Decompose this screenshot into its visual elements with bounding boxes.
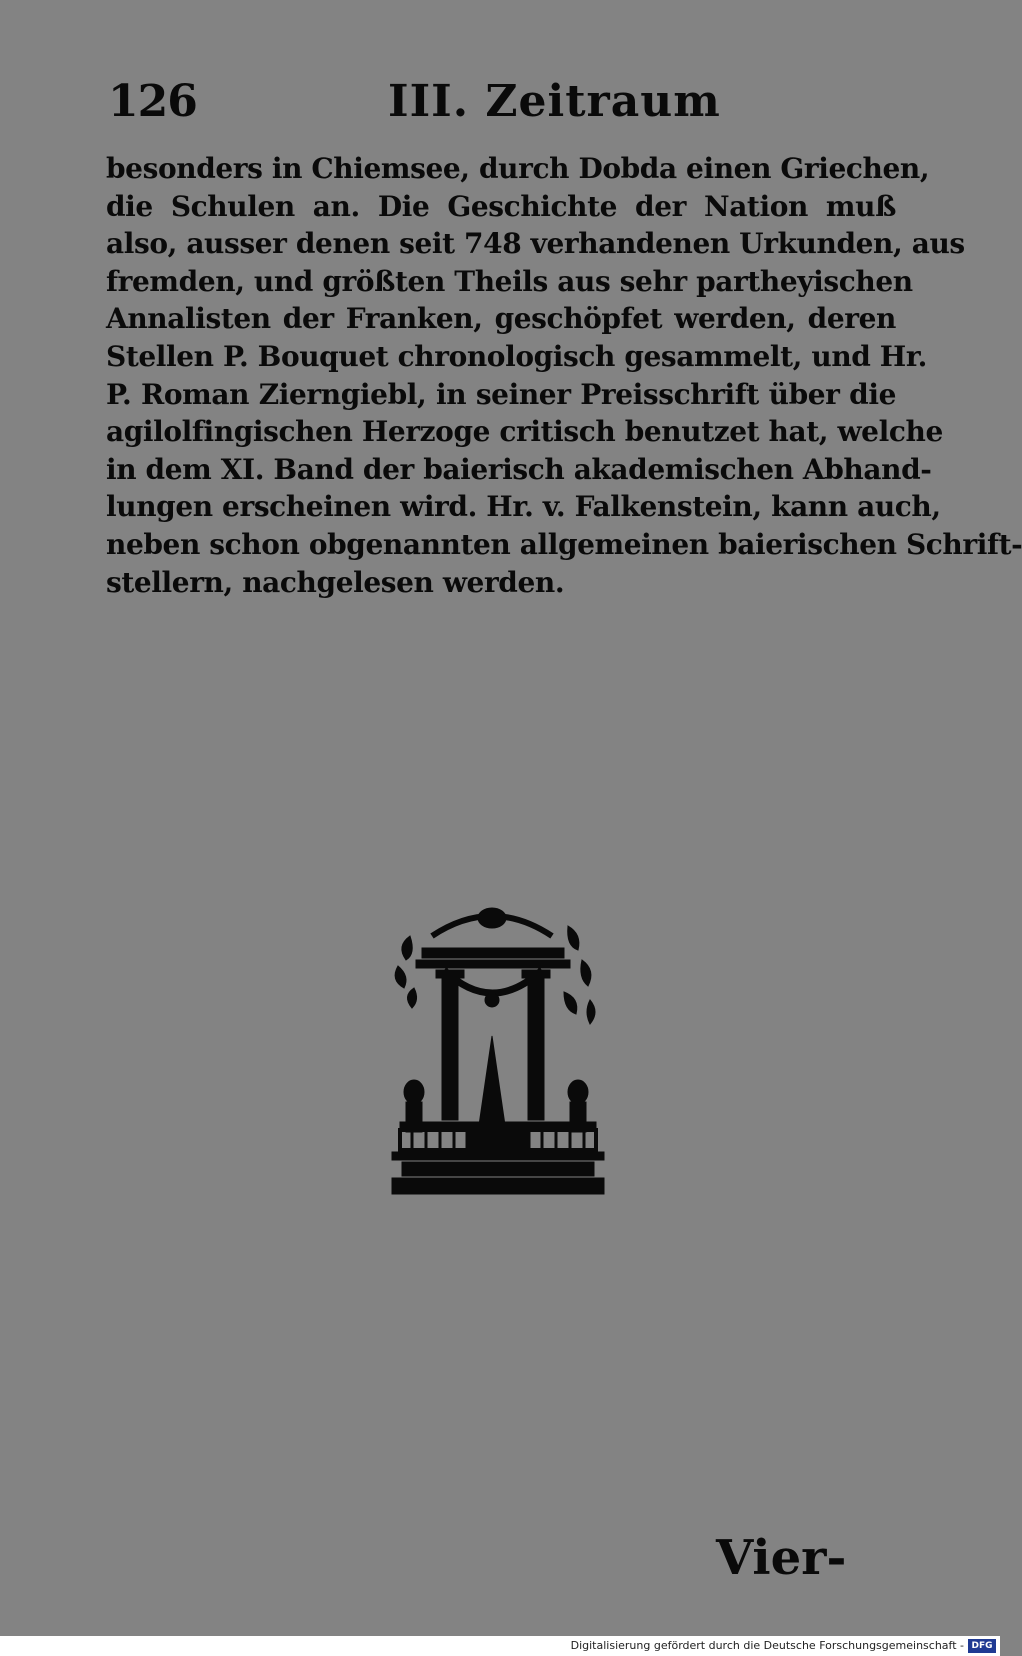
- running-head: [108, 72, 898, 132]
- page-number: 126: [108, 76, 197, 127]
- text-line: in dem XI. Band der baierisch akademischen Abhand-: [106, 452, 932, 486]
- body-text: [106, 150, 1022, 601]
- text-line: besonders in Chiemsee, durch Dobda einen Griechen,: [106, 152, 930, 185]
- digitization-credit: Digitalisierung gefördert durch die Deutsche Forschungsgemeinschaft -: [0, 1636, 1000, 1656]
- text-line: P. Roman Zierngiebl, in seiner Preisschrift über die: [106, 377, 896, 411]
- text-line: also, ausser denen seit 748 verhandenen Urkunden, aus: [106, 227, 965, 261]
- text-line: stellern, nachgelesen werden.: [106, 565, 565, 599]
- catchword: Vier-: [716, 1530, 847, 1586]
- dfg-logo: DFG: [968, 1639, 996, 1653]
- text-line: neben schon obgenannten allgemeinen baierischen Schrift-: [106, 527, 1022, 561]
- text-line: fremden, und größten Theils aus sehr partheyischen: [106, 264, 913, 298]
- text-line: Annalisten der Franken, geschöpfet werden, deren: [106, 302, 896, 336]
- text-line: agilolfingischen Herzoge critisch benutzet hat, welche: [106, 415, 943, 449]
- chapter-title: III. Zeitraum: [388, 76, 721, 127]
- text-line: Stellen P. Bouquet chronologisch gesammelt, und Hr.: [106, 339, 927, 373]
- text-line: die Schulen an. Die Geschichte der Nation muß: [106, 189, 896, 223]
- text-line: lungen erscheinen wird. Hr. v. Falkenstein, kann auch,: [106, 490, 941, 524]
- ornamental-vignette-icon: [392, 896, 604, 1196]
